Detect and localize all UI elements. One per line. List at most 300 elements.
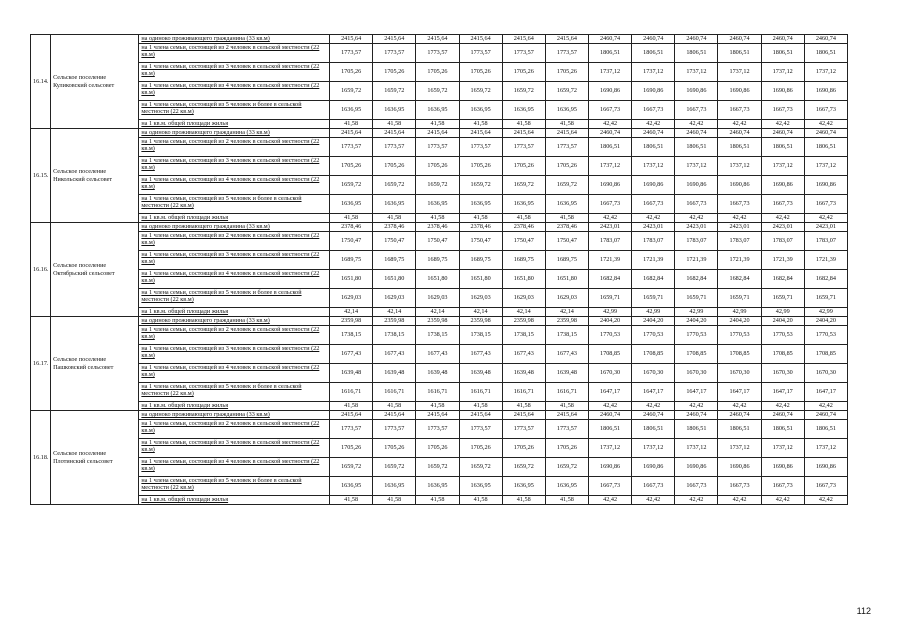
value-cell: 1667,73 — [632, 195, 675, 214]
value-cell: 1659,72 — [545, 458, 588, 477]
value-cell: 1708,85 — [761, 345, 804, 364]
value-cell: 41,58 — [330, 120, 373, 129]
value-cell: 42,42 — [804, 120, 847, 129]
value-cell: 1783,07 — [589, 232, 632, 251]
value-cell: 1737,12 — [718, 439, 761, 458]
value-cell: 2460,74 — [804, 129, 847, 138]
value-cell: 42,99 — [761, 308, 804, 317]
value-cell: 1738,15 — [330, 326, 373, 345]
category-label: на одиноко проживающего гражданина (33 кв.м) — [139, 411, 330, 420]
value-cell: 1721,39 — [761, 251, 804, 270]
value-cell: 2378,46 — [330, 223, 373, 232]
value-cell: 1616,71 — [545, 383, 588, 402]
section-number: 16.15. — [31, 129, 51, 223]
table-row — [31, 120, 848, 129]
value-cell: 42,42 — [804, 214, 847, 223]
value-cell: 1773,57 — [330, 44, 373, 63]
value-cell: 2415,64 — [502, 411, 545, 420]
value-cell: 1689,75 — [416, 251, 459, 270]
value-cell: 1667,73 — [589, 101, 632, 120]
value-cell: 1667,73 — [804, 195, 847, 214]
value-cell: 42,14 — [545, 308, 588, 317]
value-cell: 1690,86 — [761, 458, 804, 477]
settlement-name: Сельское поселение Пашковский сельсовет — [51, 317, 139, 411]
scanned-page — [30, 34, 848, 505]
value-cell: 2460,74 — [589, 411, 632, 420]
value-cell: 1629,03 — [502, 289, 545, 308]
table-row — [31, 402, 848, 411]
value-cell: 1705,26 — [330, 157, 373, 176]
value-cell: 1651,80 — [545, 270, 588, 289]
value-cell: 1770,53 — [632, 326, 675, 345]
value-cell: 1667,73 — [761, 195, 804, 214]
value-cell: 1616,71 — [416, 383, 459, 402]
value-cell: 2359,98 — [545, 317, 588, 326]
value-cell: 1636,95 — [330, 477, 373, 496]
value-cell: 1659,72 — [502, 176, 545, 195]
value-cell: 1682,84 — [718, 270, 761, 289]
value-cell: 41,58 — [459, 120, 502, 129]
value-cell: 1737,12 — [761, 157, 804, 176]
value-cell: 1651,80 — [416, 270, 459, 289]
value-cell: 41,58 — [373, 402, 416, 411]
value-cell: 1677,43 — [502, 345, 545, 364]
value-cell: 1659,72 — [330, 82, 373, 101]
value-cell: 1667,73 — [589, 195, 632, 214]
value-cell: 1667,73 — [718, 477, 761, 496]
value-cell: 1636,95 — [545, 101, 588, 120]
value-cell: 1651,80 — [330, 270, 373, 289]
value-cell: 41,58 — [416, 214, 459, 223]
value-cell: 1682,84 — [589, 270, 632, 289]
value-cell: 1750,47 — [416, 232, 459, 251]
value-cell: 1806,51 — [761, 44, 804, 63]
value-cell: 2460,74 — [761, 411, 804, 420]
category-label: на 1 кв.м. общей площади жилья — [139, 214, 330, 223]
value-cell: 41,58 — [416, 402, 459, 411]
value-cell: 1690,86 — [589, 458, 632, 477]
value-cell: 2415,64 — [545, 129, 588, 138]
value-cell: 1806,51 — [761, 420, 804, 439]
value-cell: 2378,46 — [459, 223, 502, 232]
value-cell: 1636,95 — [545, 195, 588, 214]
section-number: 16.14. — [31, 35, 51, 129]
value-cell: 42,14 — [459, 308, 502, 317]
table-row — [31, 129, 848, 138]
value-cell: 1770,53 — [675, 326, 718, 345]
value-cell: 1690,86 — [632, 82, 675, 101]
value-cell: 1651,80 — [502, 270, 545, 289]
value-cell: 42,42 — [589, 214, 632, 223]
value-cell: 1773,57 — [373, 420, 416, 439]
category-label: на одиноко проживающего гражданина (33 кв.м) — [139, 317, 330, 326]
value-cell: 1773,57 — [545, 44, 588, 63]
value-cell: 41,58 — [545, 120, 588, 129]
value-cell: 1773,57 — [545, 138, 588, 157]
value-cell: 2460,74 — [761, 35, 804, 44]
value-cell: 1659,71 — [589, 289, 632, 308]
value-cell: 2404,20 — [675, 317, 718, 326]
value-cell: 1659,72 — [502, 82, 545, 101]
value-cell: 2423,01 — [675, 223, 718, 232]
value-cell: 2423,01 — [632, 223, 675, 232]
value-cell: 1783,07 — [761, 232, 804, 251]
value-cell: 1629,03 — [330, 289, 373, 308]
value-cell: 1750,47 — [545, 232, 588, 251]
value-cell: 2423,01 — [718, 223, 761, 232]
category-label: на 1 члена семьи, состоящей из 5 человек и более в сельской местности (22 кв.м) — [139, 195, 330, 214]
table-row — [31, 214, 848, 223]
value-cell: 1636,95 — [416, 101, 459, 120]
value-cell: 1667,73 — [632, 101, 675, 120]
category-label: на 1 члена семьи, состоящей из 2 человек в сельской местности (22 кв.м) — [139, 326, 330, 345]
value-cell: 1629,03 — [545, 289, 588, 308]
value-cell: 1738,15 — [545, 326, 588, 345]
value-cell: 42,99 — [589, 308, 632, 317]
value-cell: 2423,01 — [804, 223, 847, 232]
value-cell: 1667,73 — [718, 195, 761, 214]
value-cell: 1639,48 — [545, 364, 588, 383]
value-cell: 1783,07 — [632, 232, 675, 251]
value-cell: 1705,26 — [545, 439, 588, 458]
value-cell: 1773,57 — [416, 420, 459, 439]
value-cell: 2415,64 — [416, 35, 459, 44]
table-row — [31, 420, 848, 439]
value-cell: 1773,57 — [459, 138, 502, 157]
value-cell: 2423,01 — [761, 223, 804, 232]
value-cell: 1689,75 — [373, 251, 416, 270]
value-cell: 1770,53 — [718, 326, 761, 345]
value-cell: 2460,74 — [632, 129, 675, 138]
value-cell: 1737,12 — [589, 63, 632, 82]
value-cell: 1690,86 — [632, 176, 675, 195]
table-row — [31, 383, 848, 402]
category-label: на 1 члена семьи, состоящей из 3 человек в сельской местности (22 кв.м) — [139, 345, 330, 364]
value-cell: 1659,71 — [804, 289, 847, 308]
value-cell: 1770,53 — [804, 326, 847, 345]
value-cell: 2460,74 — [718, 411, 761, 420]
value-cell: 41,58 — [502, 402, 545, 411]
value-cell: 1773,57 — [416, 138, 459, 157]
value-cell: 2415,64 — [459, 411, 502, 420]
value-cell: 2415,64 — [459, 129, 502, 138]
value-cell: 1647,17 — [632, 383, 675, 402]
value-cell: 1737,12 — [632, 63, 675, 82]
value-cell: 1738,15 — [373, 326, 416, 345]
value-cell: 42,42 — [718, 402, 761, 411]
value-cell: 1773,57 — [545, 420, 588, 439]
value-cell: 41,58 — [373, 496, 416, 505]
value-cell: 1659,72 — [330, 176, 373, 195]
category-label: на 1 члена семьи, состоящей из 5 человек и более в сельской местности (22 кв.м) — [139, 101, 330, 120]
value-cell: 1737,12 — [718, 157, 761, 176]
value-cell: 1708,85 — [804, 345, 847, 364]
value-cell: 2460,74 — [632, 411, 675, 420]
value-cell: 42,14 — [416, 308, 459, 317]
value-cell: 1705,26 — [416, 157, 459, 176]
value-cell: 1773,57 — [459, 44, 502, 63]
value-cell: 42,14 — [330, 308, 373, 317]
value-cell: 2423,01 — [589, 223, 632, 232]
category-label: на 1 члена семьи, состоящей из 5 человек и более в сельской местности (22 кв.м) — [139, 383, 330, 402]
value-cell: 1616,71 — [502, 383, 545, 402]
value-cell: 1806,51 — [589, 44, 632, 63]
value-cell: 1670,30 — [718, 364, 761, 383]
value-cell: 42,42 — [804, 496, 847, 505]
value-cell: 1806,51 — [632, 420, 675, 439]
tariff-table — [30, 34, 848, 505]
value-cell: 2404,20 — [718, 317, 761, 326]
value-cell: 1670,30 — [804, 364, 847, 383]
value-cell: 1737,12 — [804, 63, 847, 82]
value-cell: 1639,48 — [373, 364, 416, 383]
value-cell: 1738,15 — [459, 326, 502, 345]
value-cell: 1636,95 — [459, 195, 502, 214]
category-label: на 1 кв.м. общей площади жилья — [139, 496, 330, 505]
value-cell: 1705,26 — [373, 439, 416, 458]
value-cell: 1750,47 — [502, 232, 545, 251]
value-cell: 1636,95 — [502, 477, 545, 496]
value-cell: 2460,74 — [718, 129, 761, 138]
value-cell: 1783,07 — [718, 232, 761, 251]
category-label: на одиноко проживающего гражданина (33 кв.м) — [139, 35, 330, 44]
value-cell: 1737,12 — [589, 157, 632, 176]
value-cell: 1773,57 — [373, 138, 416, 157]
value-cell: 42,99 — [804, 308, 847, 317]
value-cell: 1690,86 — [761, 176, 804, 195]
value-cell: 2460,74 — [589, 35, 632, 44]
value-cell: 1639,48 — [416, 364, 459, 383]
value-cell: 1659,72 — [373, 82, 416, 101]
value-cell: 1705,26 — [416, 63, 459, 82]
value-cell: 1689,75 — [502, 251, 545, 270]
value-cell: 2415,64 — [545, 35, 588, 44]
section-number: 16.16. — [31, 223, 51, 317]
value-cell: 2415,64 — [330, 411, 373, 420]
value-cell: 2404,20 — [632, 317, 675, 326]
value-cell: 42,42 — [761, 402, 804, 411]
value-cell: 1647,17 — [804, 383, 847, 402]
value-cell: 1690,86 — [589, 82, 632, 101]
value-cell: 1690,86 — [718, 176, 761, 195]
settlement-name: Сельское поселение Октябрьский сельсовет — [51, 223, 139, 317]
value-cell: 1667,73 — [675, 195, 718, 214]
value-cell: 1806,51 — [589, 420, 632, 439]
value-cell: 2415,64 — [416, 129, 459, 138]
value-cell: 1659,72 — [330, 458, 373, 477]
value-cell: 1770,53 — [761, 326, 804, 345]
value-cell: 42,42 — [632, 402, 675, 411]
category-label: на 1 члена семьи, состоящей из 5 человек и более в сельской местности (22 кв.м) — [139, 289, 330, 308]
value-cell: 1636,95 — [416, 477, 459, 496]
value-cell: 1773,57 — [502, 138, 545, 157]
value-cell: 1737,12 — [761, 63, 804, 82]
value-cell: 1806,51 — [804, 420, 847, 439]
value-cell: 1705,26 — [459, 63, 502, 82]
value-cell: 1705,26 — [330, 63, 373, 82]
value-cell: 1636,95 — [373, 477, 416, 496]
category-label: на 1 члена семьи, состоящей из 2 человек в сельской местности (22 кв.м) — [139, 44, 330, 63]
value-cell: 1783,07 — [675, 232, 718, 251]
value-cell: 1690,86 — [718, 458, 761, 477]
value-cell: 1659,72 — [545, 82, 588, 101]
value-cell: 1636,95 — [373, 195, 416, 214]
value-cell: 1750,47 — [330, 232, 373, 251]
value-cell: 1705,26 — [459, 157, 502, 176]
value-cell: 1806,51 — [718, 420, 761, 439]
value-cell: 1708,85 — [675, 345, 718, 364]
value-cell: 1773,57 — [459, 420, 502, 439]
value-cell: 1806,51 — [675, 44, 718, 63]
table-row — [31, 289, 848, 308]
value-cell: 1737,12 — [804, 157, 847, 176]
table-row — [31, 195, 848, 214]
table-row — [31, 345, 848, 364]
value-cell: 1773,57 — [330, 420, 373, 439]
value-cell: 42,42 — [589, 120, 632, 129]
value-cell: 1806,51 — [804, 138, 847, 157]
value-cell: 1670,30 — [632, 364, 675, 383]
category-label: на 1 кв.м. общей площади жилья — [139, 308, 330, 317]
value-cell: 2404,20 — [589, 317, 632, 326]
table-row — [31, 270, 848, 289]
value-cell: 1677,43 — [330, 345, 373, 364]
value-cell: 1659,72 — [545, 176, 588, 195]
value-cell: 2404,20 — [804, 317, 847, 326]
value-cell: 2359,98 — [459, 317, 502, 326]
value-cell: 2460,74 — [804, 35, 847, 44]
value-cell: 1690,86 — [804, 82, 847, 101]
table-row — [31, 496, 848, 505]
category-label: на одиноко проживающего гражданина (33 кв.м) — [139, 129, 330, 138]
value-cell: 1690,86 — [675, 458, 718, 477]
value-cell: 42,42 — [718, 496, 761, 505]
value-cell: 1721,39 — [632, 251, 675, 270]
value-cell: 1737,12 — [632, 439, 675, 458]
value-cell: 42,42 — [761, 120, 804, 129]
value-cell: 1773,57 — [373, 44, 416, 63]
value-cell: 42,42 — [804, 402, 847, 411]
value-cell: 1689,75 — [459, 251, 502, 270]
value-cell: 1705,26 — [502, 439, 545, 458]
table-row — [31, 232, 848, 251]
category-label: на 1 кв.м. общей площади жилья — [139, 120, 330, 129]
table-row — [31, 101, 848, 120]
value-cell: 1647,17 — [589, 383, 632, 402]
value-cell: 2404,20 — [761, 317, 804, 326]
value-cell: 42,99 — [675, 308, 718, 317]
category-label: на одиноко проживающего гражданина (33 кв.м) — [139, 223, 330, 232]
value-cell: 1737,12 — [675, 439, 718, 458]
category-label: на 1 члена семьи, состоящей из 2 человек в сельской местности (22 кв.м) — [139, 420, 330, 439]
value-cell: 1667,73 — [718, 101, 761, 120]
category-label: на 1 члена семьи, состоящей из 4 человек в сельской местности (22 кв.м) — [139, 270, 330, 289]
value-cell: 1659,72 — [459, 176, 502, 195]
value-cell: 1670,30 — [589, 364, 632, 383]
value-cell: 41,58 — [373, 214, 416, 223]
section-number: 16.17. — [31, 317, 51, 411]
value-cell: 2359,98 — [330, 317, 373, 326]
settlement-name: Сельское поселение Плотинский сельсовет — [51, 411, 139, 505]
category-label: на 1 кв.м. общей площади жилья — [139, 402, 330, 411]
value-cell: 1690,86 — [804, 176, 847, 195]
value-cell: 1659,71 — [718, 289, 761, 308]
value-cell: 1677,43 — [459, 345, 502, 364]
value-cell: 2359,98 — [373, 317, 416, 326]
value-cell: 2415,64 — [373, 129, 416, 138]
value-cell: 1721,39 — [718, 251, 761, 270]
value-cell: 1659,72 — [416, 458, 459, 477]
category-label: на 1 члена семьи, состоящей из 4 человек в сельской местности (22 кв.м) — [139, 82, 330, 101]
value-cell: 41,58 — [330, 496, 373, 505]
category-label: на 1 члена семьи, состоящей из 3 человек в сельской местности (22 кв.м) — [139, 157, 330, 176]
value-cell: 1721,39 — [804, 251, 847, 270]
value-cell: 1667,73 — [761, 477, 804, 496]
value-cell: 1667,73 — [675, 477, 718, 496]
value-cell: 1659,72 — [416, 82, 459, 101]
value-cell: 41,58 — [502, 214, 545, 223]
value-cell: 41,58 — [545, 402, 588, 411]
value-cell: 1682,84 — [761, 270, 804, 289]
value-cell: 42,42 — [761, 214, 804, 223]
value-cell: 2460,74 — [589, 129, 632, 138]
value-cell: 2415,64 — [330, 129, 373, 138]
value-cell: 1705,26 — [545, 63, 588, 82]
value-cell: 41,58 — [502, 120, 545, 129]
value-cell: 1616,71 — [330, 383, 373, 402]
value-cell: 1659,72 — [373, 458, 416, 477]
value-cell: 1636,95 — [330, 101, 373, 120]
value-cell: 1677,43 — [373, 345, 416, 364]
section-number: 16.18. — [31, 411, 51, 505]
value-cell: 41,58 — [416, 496, 459, 505]
table-row — [31, 157, 848, 176]
table-row — [31, 176, 848, 195]
value-cell: 1750,47 — [459, 232, 502, 251]
value-cell: 1705,26 — [373, 157, 416, 176]
table-row — [31, 82, 848, 101]
value-cell: 1721,39 — [675, 251, 718, 270]
value-cell: 2460,74 — [675, 35, 718, 44]
settlement-name: Сельское поселение Куликовский сельсовет — [51, 35, 139, 129]
value-cell: 1750,47 — [373, 232, 416, 251]
value-cell: 1806,51 — [675, 420, 718, 439]
value-cell: 1636,95 — [416, 195, 459, 214]
value-cell: 1670,30 — [761, 364, 804, 383]
table-row — [31, 439, 848, 458]
value-cell: 1773,57 — [330, 138, 373, 157]
page-number: 112 — [856, 606, 871, 616]
value-cell: 42,42 — [632, 120, 675, 129]
table-row — [31, 35, 848, 44]
value-cell: 1636,95 — [330, 195, 373, 214]
table-row — [31, 308, 848, 317]
value-cell: 1647,17 — [718, 383, 761, 402]
value-cell: 42,42 — [632, 496, 675, 505]
value-cell: 1636,95 — [373, 101, 416, 120]
table-row — [31, 63, 848, 82]
value-cell: 1682,84 — [804, 270, 847, 289]
value-cell: 42,42 — [761, 496, 804, 505]
value-cell: 42,42 — [718, 214, 761, 223]
value-cell: 1629,03 — [373, 289, 416, 308]
value-cell: 1670,30 — [675, 364, 718, 383]
value-cell: 1708,85 — [632, 345, 675, 364]
value-cell: 42,42 — [589, 402, 632, 411]
value-cell: 1682,84 — [675, 270, 718, 289]
value-cell: 1629,03 — [416, 289, 459, 308]
table-row — [31, 458, 848, 477]
